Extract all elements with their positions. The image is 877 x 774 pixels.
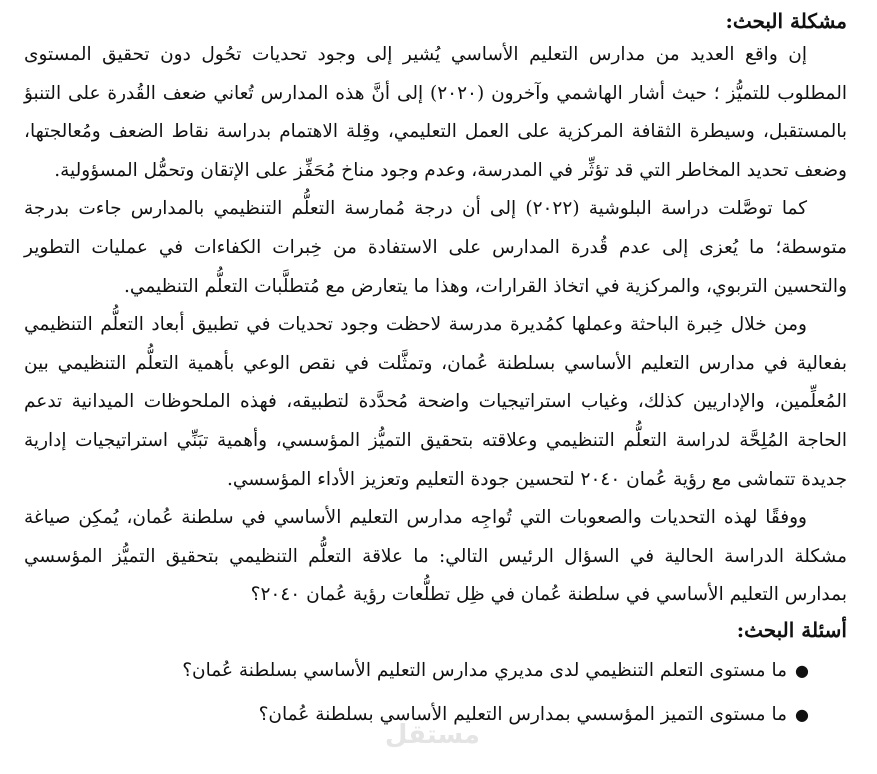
list-item bbox=[24, 693, 809, 737]
question-text: ما مستوى التميز المؤسسي بمدارس التعليم الأساسي بسلطنة عُمان؟ bbox=[258, 703, 787, 725]
question-text: ما مستوى التعلم التنظيمي لدى مديري مدارس التعليم الأساسي بسلطنة عُمان؟ bbox=[182, 659, 787, 681]
paragraph-4: ووفقًا لهذه التحديات والصعوبات التي تُواجِه مدارس التعليم الأساسي في سلطنة عُمان، يُمكِن صياغة مشكلة الدراسة الحالية في السؤال الرئيس التالي: ما علاقة التعلُّم التنظيمي بتحقيق التميُّز المؤسسي بمدارس التعليم الأساسي في سلطنة عُمان في ظِل تطلُّعات رؤية عُمان ٢٠٤٠؟ bbox=[24, 507, 847, 606]
paragraph-3: ومن خلال خِبرة الباحثة وعملها كمُديرة مدرسة لاحظت وجود تحديات في تطبيق أبعاد التعلُّم التنظيمي بفعالية في مدارس التعليم الأساسي بسلطنة عُمان، وتمثَّلت في نقص الوعي بأهمية التعلُّم التنظيمي بين المُعلِّمين، والإداريين كذلك، وغياب استراتيجيات واضحة مُحدَّدة لتطبيقه، فهذه الملحوظات الميدانية تدعم الحاجة المُلِحَّة لدراسة التعلُّم التنظيمي وعلاقته بتحقيق التميُّز المؤسسي، وأهمية تبَنِّي استراتيجيات إدارية جديدة تتماشى مع رؤية عُمان ٢٠٤٠ لتحسين جودة التعليم وتعزيز الأداء المؤسسي. bbox=[24, 314, 847, 490]
section-heading-research-questions: أسئلة البحث: bbox=[736, 617, 847, 642]
watermark-logo: مستقل bbox=[384, 720, 480, 750]
bullet-icon: ● bbox=[795, 660, 809, 680]
paragraph-2: كما توصَّلت دراسة البلوشية (٢٠٢٢) إلى أن درجة مُمارسة التعلُّم التنظيمي بالمدارس جاءت بدرجة متوسطة؛ ما يُعزى إلى عدم قُدرة المدارس على الاستفادة من خِبرات الكفاءات في عمليات التطوير والتحسين التربوي، والمركزية في اتخاذ القرارات، وهذا ما يتعارض مع مُتطلَّبات التعلُّم التنظيمي. bbox=[24, 198, 847, 297]
list-item bbox=[24, 649, 809, 693]
paragraph-1: إن واقع العديد من مدارس التعليم الأساسي يُشير إلى وجود تحديات تحُول دون تحقيق المستوى المطلوب للتميُّز ؛ حيث أشار الهاشمي وآخرون (٢٠٢٠) إلى أنَّ هذه المدارس تُعاني ضعف القُدرة على التنبؤ بالمستقبل، وسيطرة الثقافة المركزية على العمل التعليمي، وقِلة الاهتمام بدراسة نقاط الضعف ومُعالجتها، وضعف تحديد المخاطر التي قد تؤثِّر في المدرسة، وعدم وجود مناخ مُحَفِّز على الإتقان وتحمُّل المسؤولية. bbox=[24, 44, 848, 181]
bullet-icon: ● bbox=[795, 704, 809, 724]
research-questions-list bbox=[24, 649, 847, 737]
section-heading-research-problem: مشكلة البحث: bbox=[725, 9, 847, 33]
